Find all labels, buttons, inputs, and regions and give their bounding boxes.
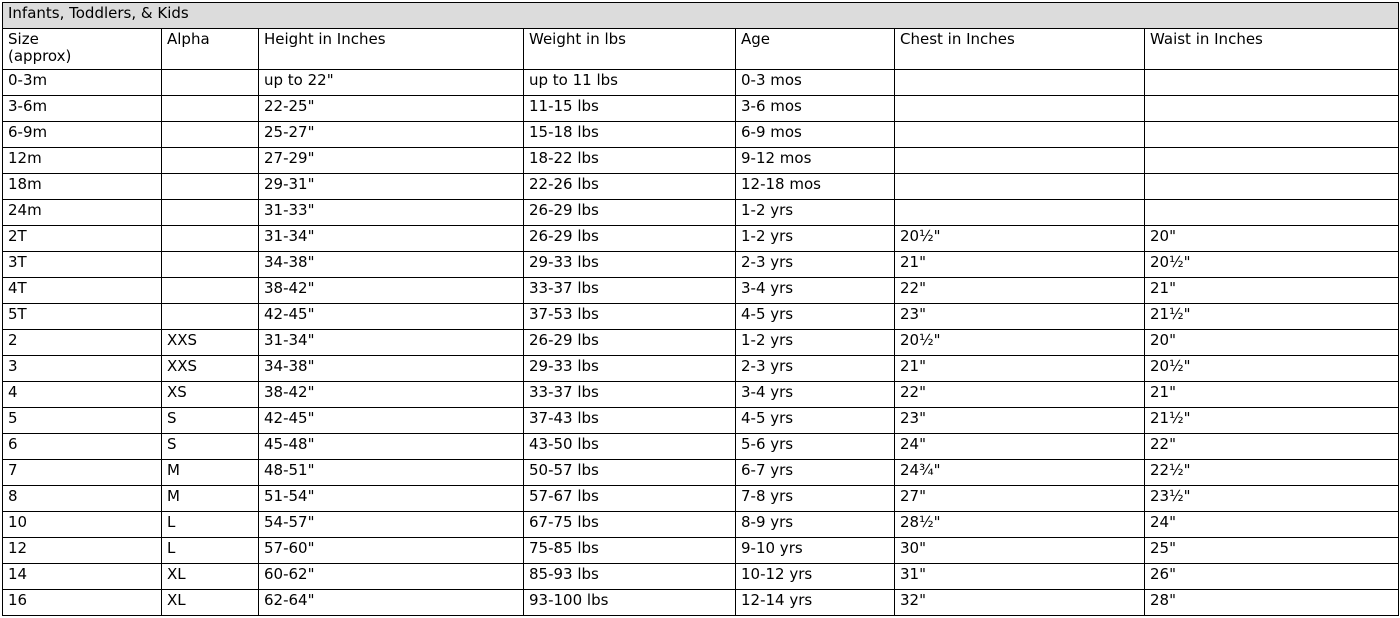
cell-size: 3 [3, 355, 162, 381]
cell-size: 0-3m [3, 69, 162, 95]
cell-height: 34-38" [259, 355, 524, 381]
cell-size: 2T [3, 225, 162, 251]
cell-chest: 24" [895, 433, 1145, 459]
cell-size: 16 [3, 589, 162, 615]
table-row [3, 121, 1399, 147]
cell-age: 12-14 yrs [736, 589, 895, 615]
cell-height: 38-42" [259, 381, 524, 407]
cell-weight: 75-85 lbs [524, 537, 736, 563]
cell-alpha [162, 303, 259, 329]
column-header-line1: Age [741, 30, 771, 48]
cell-waist: 21" [1145, 381, 1399, 407]
cell-weight: 43-50 lbs [524, 433, 736, 459]
cell-chest [895, 69, 1145, 95]
cell-height: 62-64" [259, 589, 524, 615]
cell-height: 60-62" [259, 563, 524, 589]
column-header [736, 29, 895, 70]
table-header-row [3, 29, 1399, 70]
table-row [3, 251, 1399, 277]
cell-chest: 24¾" [895, 459, 1145, 485]
cell-age: 1-2 yrs [736, 199, 895, 225]
cell-height: 48-51" [259, 459, 524, 485]
column-header-line1: Height in Inches [264, 30, 386, 48]
cell-height: 42-45" [259, 407, 524, 433]
cell-weight: 93-100 lbs [524, 589, 736, 615]
table-row [3, 173, 1399, 199]
cell-size: 4 [3, 381, 162, 407]
cell-chest: 23" [895, 407, 1145, 433]
chart-title: Infants, Toddlers, & Kids [3, 3, 1399, 29]
cell-height: 42-45" [259, 303, 524, 329]
cell-alpha [162, 69, 259, 95]
chart-title-row [3, 3, 1399, 29]
cell-waist: 20" [1145, 329, 1399, 355]
cell-chest [895, 121, 1145, 147]
cell-weight: 22-26 lbs [524, 173, 736, 199]
cell-weight: 26-29 lbs [524, 199, 736, 225]
table-row [3, 433, 1399, 459]
cell-height: 34-38" [259, 251, 524, 277]
cell-weight: 29-33 lbs [524, 355, 736, 381]
cell-waist [1145, 147, 1399, 173]
cell-size: 12 [3, 537, 162, 563]
cell-alpha [162, 95, 259, 121]
cell-waist: 21½" [1145, 407, 1399, 433]
cell-age: 3-6 mos [736, 95, 895, 121]
table-row [3, 329, 1399, 355]
cell-age: 12-18 mos [736, 173, 895, 199]
cell-size: 3T [3, 251, 162, 277]
cell-waist: 22½" [1145, 459, 1399, 485]
cell-size: 18m [3, 173, 162, 199]
cell-weight: up to 11 lbs [524, 69, 736, 95]
cell-chest [895, 173, 1145, 199]
table-row [3, 485, 1399, 511]
cell-alpha: S [162, 407, 259, 433]
cell-weight: 26-29 lbs [524, 329, 736, 355]
cell-age: 4-5 yrs [736, 407, 895, 433]
cell-chest [895, 147, 1145, 173]
cell-age: 7-8 yrs [736, 485, 895, 511]
cell-weight: 85-93 lbs [524, 563, 736, 589]
cell-chest: 32" [895, 589, 1145, 615]
cell-chest: 31" [895, 563, 1145, 589]
cell-age: 2-3 yrs [736, 355, 895, 381]
column-header [895, 29, 1145, 70]
cell-weight: 18-22 lbs [524, 147, 736, 173]
cell-alpha: XXS [162, 329, 259, 355]
cell-chest: 20½" [895, 329, 1145, 355]
cell-age: 6-7 yrs [736, 459, 895, 485]
cell-size: 5T [3, 303, 162, 329]
cell-weight: 50-57 lbs [524, 459, 736, 485]
cell-chest: 22" [895, 381, 1145, 407]
cell-size: 10 [3, 511, 162, 537]
cell-age: 8-9 yrs [736, 511, 895, 537]
table-row [3, 589, 1399, 615]
cell-height: 57-60" [259, 537, 524, 563]
column-header [1145, 29, 1399, 70]
cell-weight: 33-37 lbs [524, 381, 736, 407]
column-header [259, 29, 524, 70]
cell-size: 5 [3, 407, 162, 433]
cell-alpha: S [162, 433, 259, 459]
cell-waist: 21½" [1145, 303, 1399, 329]
cell-waist: 22" [1145, 433, 1399, 459]
cell-waist [1145, 121, 1399, 147]
cell-waist: 28" [1145, 589, 1399, 615]
cell-size: 24m [3, 199, 162, 225]
column-header-line1: Waist in Inches [1150, 30, 1263, 48]
cell-age: 6-9 mos [736, 121, 895, 147]
cell-alpha [162, 173, 259, 199]
cell-alpha: L [162, 511, 259, 537]
column-header-line1: Weight in lbs [529, 30, 626, 48]
cell-size: 8 [3, 485, 162, 511]
cell-height: 31-34" [259, 329, 524, 355]
cell-age: 9-12 mos [736, 147, 895, 173]
cell-alpha: XL [162, 563, 259, 589]
cell-weight: 11-15 lbs [524, 95, 736, 121]
cell-size: 4T [3, 277, 162, 303]
cell-weight: 37-53 lbs [524, 303, 736, 329]
cell-weight: 26-29 lbs [524, 225, 736, 251]
cell-waist: 25" [1145, 537, 1399, 563]
cell-alpha [162, 277, 259, 303]
cell-chest: 30" [895, 537, 1145, 563]
cell-age: 1-2 yrs [736, 329, 895, 355]
cell-waist [1145, 69, 1399, 95]
cell-waist: 20" [1145, 225, 1399, 251]
cell-size: 7 [3, 459, 162, 485]
cell-height: up to 22" [259, 69, 524, 95]
column-header [524, 29, 736, 70]
cell-size: 3-6m [3, 95, 162, 121]
cell-alpha: XL [162, 589, 259, 615]
cell-chest: 20½" [895, 225, 1145, 251]
table-row [3, 511, 1399, 537]
table-row [3, 563, 1399, 589]
table-row [3, 355, 1399, 381]
cell-weight: 57-67 lbs [524, 485, 736, 511]
cell-age: 3-4 yrs [736, 277, 895, 303]
table-row [3, 537, 1399, 563]
cell-size: 12m [3, 147, 162, 173]
cell-weight: 15-18 lbs [524, 121, 736, 147]
column-header [162, 29, 259, 70]
cell-height: 22-25" [259, 95, 524, 121]
cell-alpha [162, 147, 259, 173]
cell-height: 31-34" [259, 225, 524, 251]
cell-chest: 23" [895, 303, 1145, 329]
cell-height: 54-57" [259, 511, 524, 537]
cell-height: 31-33" [259, 199, 524, 225]
table-row [3, 225, 1399, 251]
table-row [3, 147, 1399, 173]
cell-waist: 26" [1145, 563, 1399, 589]
cell-waist: 21" [1145, 277, 1399, 303]
cell-alpha: XS [162, 381, 259, 407]
cell-chest [895, 95, 1145, 121]
cell-chest: 22" [895, 277, 1145, 303]
table-row [3, 303, 1399, 329]
cell-alpha: M [162, 485, 259, 511]
cell-alpha [162, 251, 259, 277]
cell-chest: 28½" [895, 511, 1145, 537]
cell-age: 10-12 yrs [736, 563, 895, 589]
cell-age: 2-3 yrs [736, 251, 895, 277]
column-header-line1: Alpha [167, 30, 210, 48]
cell-alpha: M [162, 459, 259, 485]
table-row [3, 277, 1399, 303]
table-row [3, 199, 1399, 225]
cell-alpha: L [162, 537, 259, 563]
cell-weight: 33-37 lbs [524, 277, 736, 303]
cell-chest: 27" [895, 485, 1145, 511]
cell-alpha [162, 121, 259, 147]
cell-age: 1-2 yrs [736, 225, 895, 251]
cell-weight: 37-43 lbs [524, 407, 736, 433]
cell-chest: 21" [895, 355, 1145, 381]
cell-size: 2 [3, 329, 162, 355]
column-header-line1: Size [8, 30, 39, 48]
cell-height: 51-54" [259, 485, 524, 511]
column-header-line2: (approx) [8, 47, 72, 66]
size-chart-table [2, 2, 1399, 616]
cell-waist [1145, 95, 1399, 121]
cell-weight: 67-75 lbs [524, 511, 736, 537]
cell-height: 29-31" [259, 173, 524, 199]
cell-weight: 29-33 lbs [524, 251, 736, 277]
table-row [3, 459, 1399, 485]
cell-age: 4-5 yrs [736, 303, 895, 329]
cell-size: 14 [3, 563, 162, 589]
cell-waist: 20½" [1145, 355, 1399, 381]
table-row [3, 95, 1399, 121]
cell-waist: 23½" [1145, 485, 1399, 511]
column-header [3, 29, 162, 70]
cell-chest [895, 199, 1145, 225]
cell-waist: 24" [1145, 511, 1399, 537]
cell-size: 6 [3, 433, 162, 459]
table-row [3, 407, 1399, 433]
table-row [3, 381, 1399, 407]
cell-height: 27-29" [259, 147, 524, 173]
cell-alpha [162, 199, 259, 225]
size-chart-container [0, 2, 1400, 616]
cell-waist [1145, 173, 1399, 199]
cell-height: 45-48" [259, 433, 524, 459]
cell-waist [1145, 199, 1399, 225]
cell-height: 25-27" [259, 121, 524, 147]
table-row [3, 69, 1399, 95]
cell-age: 0-3 mos [736, 69, 895, 95]
cell-height: 38-42" [259, 277, 524, 303]
cell-alpha: XXS [162, 355, 259, 381]
column-header-line1: Chest in Inches [900, 30, 1015, 48]
cell-chest: 21" [895, 251, 1145, 277]
cell-alpha [162, 225, 259, 251]
cell-waist: 20½" [1145, 251, 1399, 277]
cell-age: 5-6 yrs [736, 433, 895, 459]
cell-size: 6-9m [3, 121, 162, 147]
cell-age: 9-10 yrs [736, 537, 895, 563]
cell-age: 3-4 yrs [736, 381, 895, 407]
